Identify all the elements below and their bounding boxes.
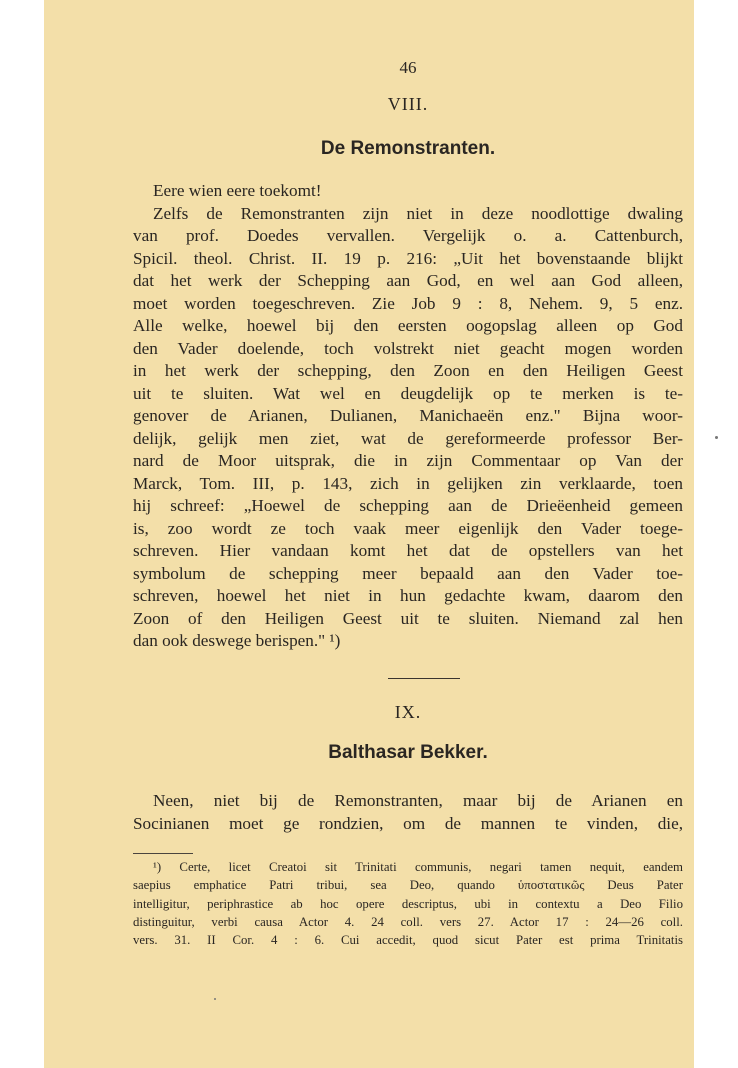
text-line: Zelfs de Remonstranten zijn niet in deze noodlottige dwaling [153,203,683,223]
footnote-line: ¹) Certe, licet Creatoi sit Trinitati communis, negari tamen nequit, eandem [153,860,683,874]
text-line: Eere wien eere toekomt! [153,181,322,200]
text-line: Socinianen moet ge rondzien, om de mannen te vinden, die, [133,813,683,833]
paper-speck [214,998,216,1000]
text-line: Spicil. theol. Christ. II. 19 p. 216: „Uit het bovenstaande blijkt [133,248,683,268]
footnote-rule [133,853,193,854]
text-line: Zoon of den Heiligen Geest uit te sluiten. Niemand zal hen [133,608,683,628]
text-line: dan ook deswege berispen." ¹) [133,631,341,650]
text-line: van prof. Doedes vervallen. Vergelijk o. a. Cattenburch, [133,226,683,245]
section-title-bekker: Balthasar Bekker. [328,742,488,763]
section-divider [388,678,460,679]
footnote-line: distinguitur, verbi causa Actor 4. 24 coll. vers 27. Actor 17 : 24—26 coll. [133,914,683,929]
text-line: nard de Moor uitsprak, die in zijn Commentaar op Van der [133,451,683,470]
text-line: genover de Arianen, Dulianen, Manichaeën enz." Bijna woor- [133,406,683,425]
footnote-line: saepius emphatice Patri tribui, sea Deo, quando ὑποστατικῶς Deus Pater [133,878,683,893]
text-line: hij schreef: „Hoewel de schepping aan de Drieëenheid gemeen [133,496,683,515]
text-line: uit te sluiten. Wat wel en deugdelijk op te merken is te- [133,383,683,403]
section-body-bekker [133,790,683,835]
footnote-line: intelligitur, periphrastice ab hoc opere descriptus, ubi in contextu a Deo Filio [133,896,683,911]
text-line: in het werk der schepping, den Zoon en den Heiligen Geest [133,361,683,380]
paper-speck [715,436,718,439]
text-line: Alle welke, hoewel bij den eersten oogopslag alleen op God [133,316,683,335]
text-line: dat het werk der Schepping aan God, en wel aan God alleen, [133,271,683,290]
section-numeral-viii: VIII. [387,94,429,114]
text-line: den Vader doelende, toch volstrekt niet geacht mogen worden [133,338,683,358]
text-line: Marck, Tom. III, p. 143, zich in gelijken zin verklaarde, toen [133,473,683,493]
section-title-remonstranten: De Remonstranten. [320,138,496,159]
footnote [133,858,683,949]
section-body-remonstranten [133,180,683,653]
text-line: schreven, hoewel het niet in hun gedachte kwam, daarom den [133,586,683,605]
text-line: moet worden toegeschreven. Zie Job 9 : 8, Nehem. 9, 5 enz. [133,293,683,313]
text-line: is, zoo wordt ze toch vaak meer eigenlijk den Vader toege- [133,518,683,538]
text-line: delijk, gelijk men ziet, wat de gereformeerde professor Ber- [133,428,683,448]
page-number: 46 [399,58,417,77]
footnote-line: vers. 31. II Cor. 4 : 6. Cui accedit, quod sicut Pater est prima Trinitatis [133,933,683,948]
text-line: schreven. Hier vandaan komt het dat de opstellers van het [133,541,683,560]
text-line: Neen, niet bij de Remonstranten, maar bij de Arianen en [153,791,683,810]
section-numeral-ix: IX. [394,702,422,722]
book-page [44,0,694,1068]
text-line: symbolum de schepping meer bepaald aan den Vader toe- [133,563,683,583]
